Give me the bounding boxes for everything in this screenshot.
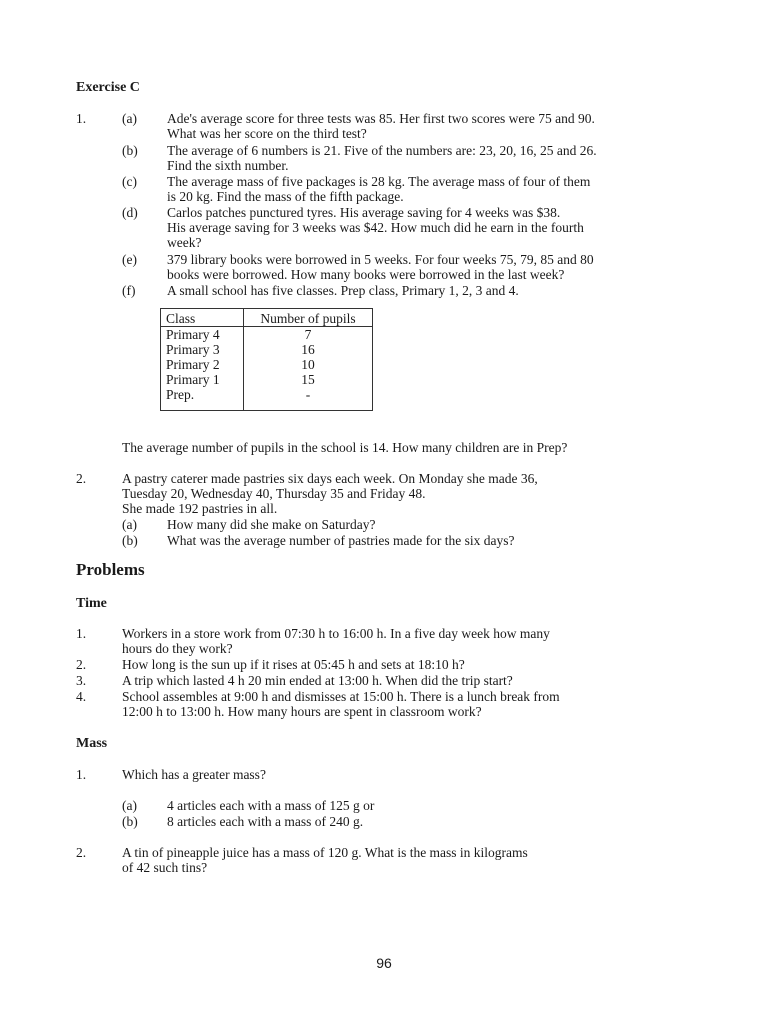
table-cell-pupils: 16	[244, 342, 373, 357]
part-label: (e)	[122, 252, 137, 267]
question-text-line: A trip which lasted 4 h 20 min ended at 13:00 h. When did the trip start?	[122, 673, 513, 688]
part-label: (a)	[122, 517, 137, 532]
part-label: (b)	[122, 533, 138, 548]
part-label: (a)	[122, 111, 137, 126]
table-cell-class: Primary 2	[161, 357, 244, 372]
question-number: 1.	[76, 111, 87, 126]
question-text-line: of 42 such tins?	[122, 860, 208, 875]
table-cell-pupils: -	[244, 387, 373, 411]
table-cell-pupils: 15	[244, 372, 373, 387]
table-header-pupils: Number of pupils	[244, 309, 373, 327]
question-text-line: His average saving for 3 weeks was $42. How much did he earn in the fourth	[167, 220, 584, 235]
question-text-line: The average of 6 numbers is 21. Five of the numbers are: 23, 20, 16, 25 and 26.	[167, 143, 597, 158]
table-row	[161, 387, 373, 411]
question-text-line: 379 library books were borrowed in 5 weeks. For four weeks 75, 79, 85 and 80	[167, 252, 594, 267]
question-number: 3.	[76, 673, 87, 688]
part-label: (f)	[122, 283, 136, 298]
question-number: 1.	[76, 626, 87, 641]
table-header-row	[161, 309, 373, 327]
question-text-line: A pastry caterer made pastries six days each week. On Monday she made 36,	[122, 471, 538, 486]
table-row	[161, 342, 373, 357]
question-text-line: The average mass of five packages is 28 kg. The average mass of four of them	[167, 174, 591, 189]
question-text-line: 8 articles each with a mass of 240 g.	[167, 814, 364, 829]
question-text-line: A tin of pineapple juice has a mass of 120 g. What is the mass in kilograms	[122, 845, 528, 860]
table-cell-class: Prep.	[161, 387, 244, 411]
table-cell-class: Primary 1	[161, 372, 244, 387]
mass-heading: Mass	[76, 736, 108, 751]
question-text-line: How long is the sun up if it rises at 05:45 h and sets at 18:10 h?	[122, 657, 465, 672]
question-text-line: 4 articles each with a mass of 125 g or	[167, 798, 375, 813]
table-cell-pupils: 10	[244, 357, 373, 372]
question-text-line: Ade's average score for three tests was 85. Her first two scores were 75 and 90.	[167, 111, 595, 126]
question-text-line: Workers in a store work from 07:30 h to 16:00 h. In a five day week how many	[122, 626, 550, 641]
table-cell-pupils: 7	[244, 327, 373, 343]
question-text-line: 12:00 h to 13:00 h. How many hours are spent in classroom work?	[122, 704, 482, 719]
question-text-line: What was the average number of pastries made for the six days?	[167, 533, 515, 548]
part-label: (b)	[122, 814, 138, 829]
table-cell-class: Primary 4	[161, 327, 244, 343]
question-text-line: week?	[167, 235, 202, 250]
time-heading: Time	[76, 596, 107, 611]
table-cell-class: Primary 3	[161, 342, 244, 357]
question-text-line: Tuesday 20, Wednesday 40, Thursday 35 and Friday 48.	[122, 486, 426, 501]
question-number: 2.	[76, 657, 87, 672]
pupils-table	[160, 308, 373, 411]
question-text-line: Which has a greater mass?	[122, 767, 266, 782]
question-text-line: The average number of pupils in the school is 14. How many children are in Prep?	[122, 440, 568, 455]
table-row	[161, 372, 373, 387]
question-number: 2.	[76, 845, 87, 860]
question-number: 1.	[76, 767, 87, 782]
question-text-line: School assembles at 9:00 h and dismisses at 15:00 h. There is a lunch break from	[122, 689, 560, 704]
question-text-line: books were borrowed. How many books were borrowed in the last week?	[167, 267, 565, 282]
question-text-line: What was her score on the third test?	[167, 126, 367, 141]
question-text-line: A small school has five classes. Prep class, Primary 1, 2, 3 and 4.	[167, 283, 519, 298]
part-label: (a)	[122, 798, 137, 813]
question-text-line: Find the sixth number.	[167, 158, 289, 173]
question-text-line: How many did she make on Saturday?	[167, 517, 376, 532]
question-text-line: She made 192 pastries in all.	[122, 501, 278, 516]
table-row	[161, 327, 373, 343]
problems-heading: Problems	[76, 560, 145, 579]
part-label: (b)	[122, 143, 138, 158]
part-label: (d)	[122, 205, 138, 220]
table-row	[161, 357, 373, 372]
part-label: (c)	[122, 174, 137, 189]
question-text-line: is 20 kg. Find the mass of the fifth package.	[167, 189, 404, 204]
question-text-line: Carlos patches punctured tyres. His average saving for 4 weeks was $38.	[167, 205, 561, 220]
question-number: 2.	[76, 471, 87, 486]
exercise-c-heading: Exercise C	[76, 80, 140, 95]
table-header-class: Class	[161, 309, 244, 327]
page-number: 96	[376, 955, 392, 971]
question-text-line: hours do they work?	[122, 641, 233, 656]
question-number: 4.	[76, 689, 87, 704]
